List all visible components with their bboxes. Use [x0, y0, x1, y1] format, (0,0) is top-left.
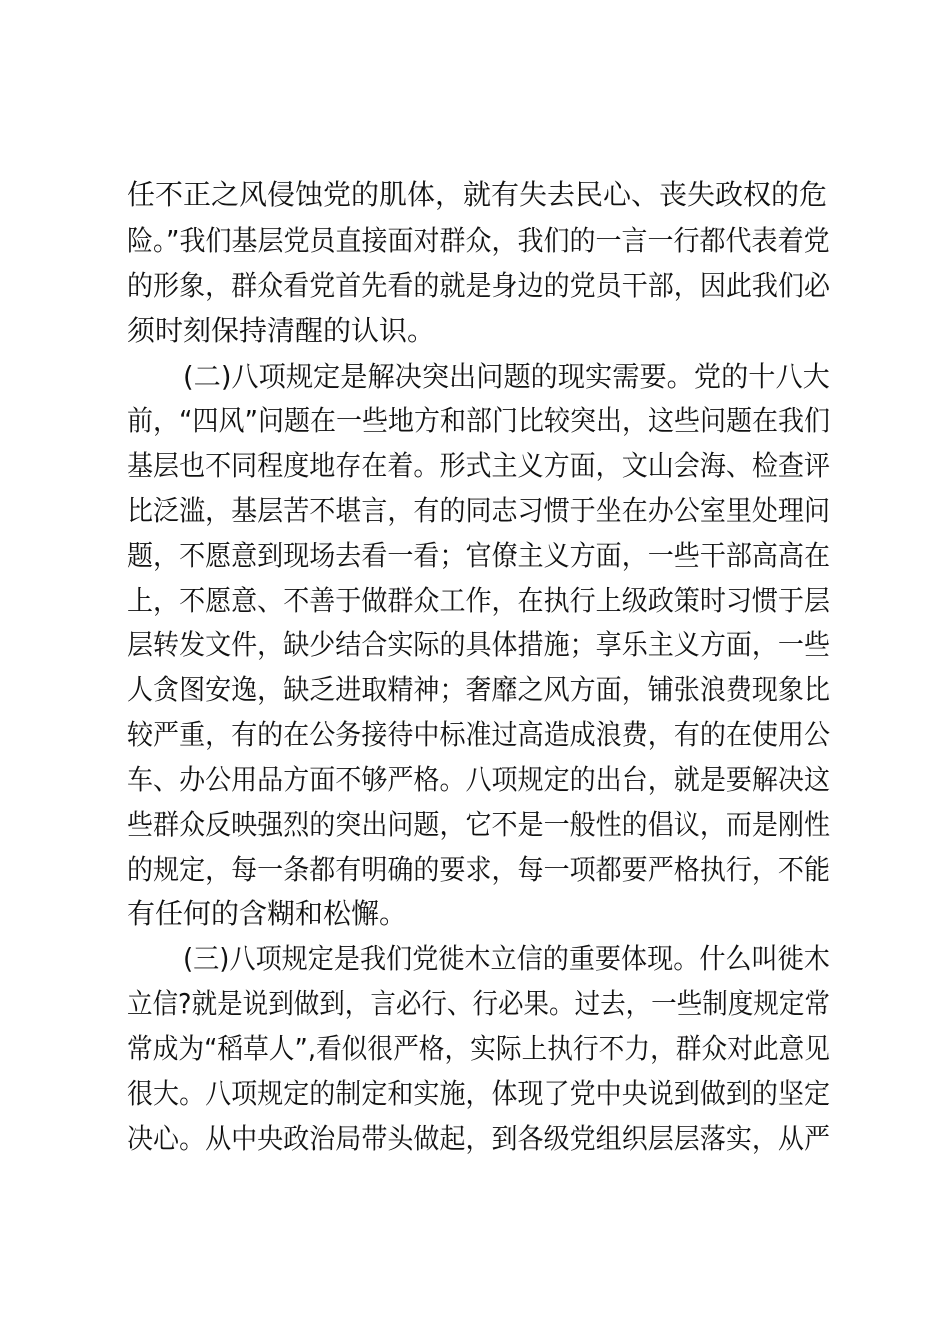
text-line-4: 须时刻保持清醒的认识。 [127, 314, 436, 347]
text-line-6: 前，“四风”问题在一些地方和部门比较突出，这些问题在我们 [127, 404, 831, 437]
text-line-1: 任不正之风侵蚀党的肌体，就有失去民心、丧失政权的危 [127, 178, 828, 211]
text-line-12: 人贪图安逸，缺乏进取精神；奢靡之风方面，铺张浪费现象比 [127, 673, 831, 706]
text-line-19: 立信?就是说到做到，言必行、行必果。过去，一些制度规定常 [127, 987, 830, 1020]
text-line-21: 很大。八项规定的制定和实施，体现了党中央说到做到的坚定 [127, 1077, 831, 1110]
text-line-10: 上，不愿意、不善于做群众工作，在执行上级政策时习惯于层 [127, 584, 831, 617]
text-line-22: 决心。从中央政治局带头做起，到各级党组织层层落实，从严 [127, 1122, 831, 1155]
text-line-7: 基层也不同程度地存在着。形式主义方面，文山会海、检查评 [127, 449, 831, 482]
text-line-5: (二)八项规定是解决突出问题的现实需要。党的十八大 [183, 360, 830, 393]
text-line-8: 比泛滥，基层苦不堪言，有的同志习惯于坐在办公室里处理问 [127, 494, 831, 527]
text-line-11: 层转发文件，缺少结合实际的具体措施；享乐主义方面，一些 [127, 628, 831, 661]
text-line-18: (三)八项规定是我们党徙木立信的重要体现。什么叫徙木 [183, 942, 830, 975]
text-line-3: 的形象，群众看党首先看的就是身边的党员干部，因此我们必 [127, 269, 831, 302]
text-line-20: 常成为“稻草人”,看似很严格，实际上执行不力，群众对此意见 [127, 1032, 830, 1065]
text-line-15: 些群众反映强烈的突出问题，它不是一般性的倡议，而是刚性 [127, 808, 831, 841]
text-line-14: 车、办公用品方面不够严格。八项规定的出台，就是要解决这 [127, 763, 831, 796]
text-line-9: 题，不愿意到现场去看一看；官僚主义方面，一些干部高高在 [127, 539, 831, 572]
text-line-17: 有任何的含糊和松懈。 [127, 897, 408, 930]
text-line-16: 的规定，每一条都有明确的要求，每一项都要严格执行，不能 [127, 853, 831, 886]
text-line-13: 较严重，有的在公务接待中标准过高造成浪费，有的在使用公 [127, 718, 831, 751]
text-line-2: 险。”我们基层党员直接面对群众，我们的一言一行都代表着党 [127, 224, 830, 257]
